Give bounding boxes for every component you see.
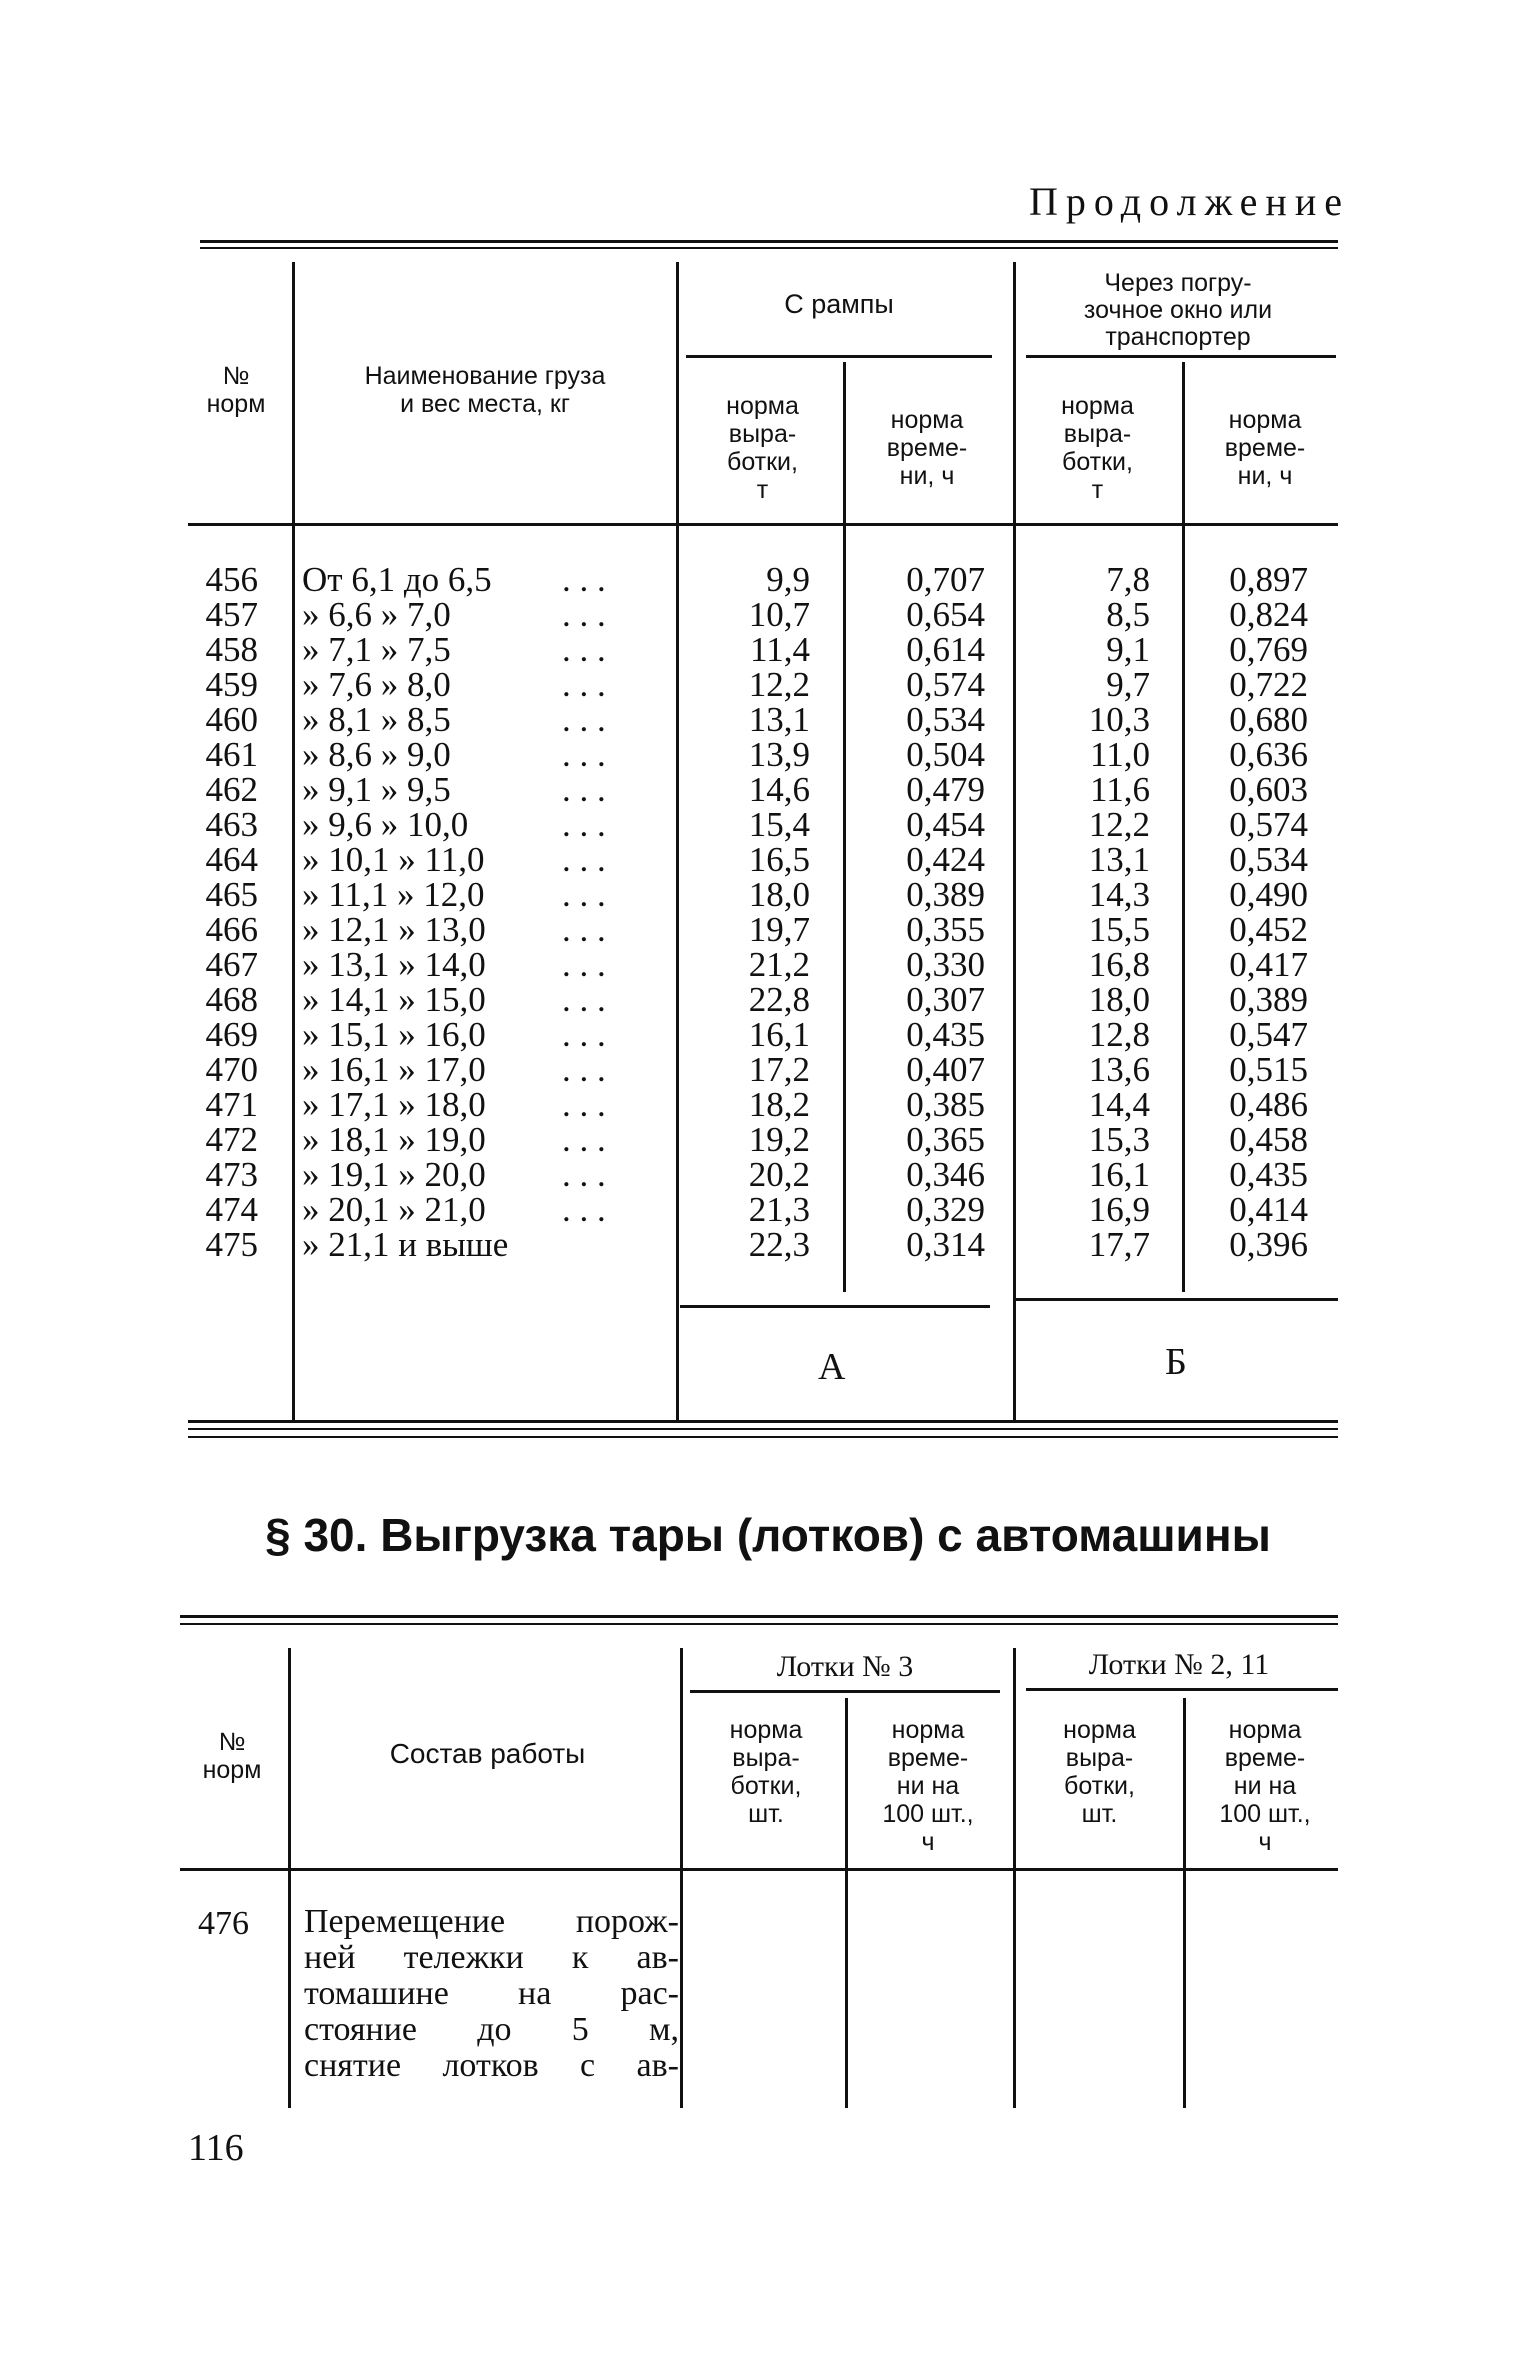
table-cell-a-time: 0,346 <box>906 1155 985 1194</box>
table-cell-b-time: 0,824 <box>1229 595 1308 634</box>
row-norm-number: 476 <box>198 1905 249 1942</box>
label-b: Б <box>1165 1341 1187 1383</box>
table-cell-a-time: 0,534 <box>906 700 985 739</box>
dot-leaders: . . . <box>562 630 606 669</box>
table-cell-no: 467 <box>205 945 258 984</box>
dot-leaders: . . . <box>562 1050 606 1089</box>
table-cell-name: » 9,6 » 10,0 . . . <box>302 805 606 844</box>
table-cell-name: » 16,1 » 17,0 . . . <box>302 1050 606 1089</box>
table-cell-a-output: 20,2 <box>748 1155 810 1194</box>
header-time-trays-3: норма време- ни на 100 шт., ч <box>882 1716 974 1856</box>
dot-leaders: . . . <box>562 805 606 844</box>
header-group-ramp: С рампы <box>784 289 894 319</box>
table-cell-name: » 8,6 » 9,0 . . . <box>302 735 606 774</box>
table-cell-no: 462 <box>205 770 258 809</box>
table-cell-a-time: 0,330 <box>906 945 985 984</box>
table-cell-a-time: 0,389 <box>906 875 985 914</box>
table-cell-no: 460 <box>205 700 258 739</box>
table-cell-a-output: 21,3 <box>748 1190 810 1229</box>
column-cargo-name <box>302 562 672 1262</box>
table-cell-name: » 6,6 » 7,0 . . . <box>302 595 606 634</box>
column-output-window <box>1030 562 1150 1262</box>
row-work-description <box>304 1904 679 2084</box>
table-cell-a-time: 0,614 <box>906 630 985 669</box>
header-time-ramp: норма време- ни, ч <box>886 406 968 490</box>
table-cell-no: 469 <box>205 1015 258 1054</box>
table2-divider <box>845 1698 848 2108</box>
table-cell-no: 459 <box>205 665 258 704</box>
table-cell-b-time: 0,490 <box>1229 875 1308 914</box>
header-norm-number: № норм <box>202 1728 262 1784</box>
dot-leaders: . . . <box>562 840 606 879</box>
table1-divider <box>1182 362 1185 1292</box>
table-cell-no: 468 <box>205 980 258 1019</box>
description-line: Перемещение порож- <box>304 1903 679 1940</box>
column-time-window <box>1190 562 1308 1262</box>
header-work-composition: Состав работы <box>389 1738 586 1769</box>
table-cell-a-output: 16,1 <box>748 1015 810 1054</box>
table-cell-name: » 10,1 » 11,0 . . . <box>302 840 606 879</box>
table-cell-a-output: 12,2 <box>748 665 810 704</box>
table-cell-name: » 11,1 » 12,0 . . . <box>302 875 606 914</box>
table-cell-b-output: 14,4 <box>1088 1085 1150 1124</box>
table-cell-b-output: 14,3 <box>1088 875 1150 914</box>
header-group-window: Через погру- зочное окно или транспортер <box>1083 269 1273 351</box>
dot-leaders: . . . <box>562 1155 606 1194</box>
table-cell-name: » 17,1 » 18,0 . . . <box>302 1085 606 1124</box>
table1-header-rule <box>188 523 1338 526</box>
dot-leaders: . . . <box>562 910 606 949</box>
table-cell-a-time: 0,355 <box>906 910 985 949</box>
table2-divider <box>1013 1648 1016 2108</box>
dot-leaders: . . . <box>562 945 606 984</box>
table-cell-name: От 6,1 до 6,5 . . . <box>302 560 606 599</box>
table-cell-no: 473 <box>205 1155 258 1194</box>
dot-leaders: . . . <box>562 770 606 809</box>
table-cell-name: » 9,1 » 9,5 . . . <box>302 770 606 809</box>
table-cell-b-output: 13,6 <box>1088 1050 1150 1089</box>
table-cell-no: 471 <box>205 1085 258 1124</box>
table-cell-b-time: 0,417 <box>1229 945 1308 984</box>
table1-group-rule <box>686 355 992 358</box>
table-cell-b-output: 17,7 <box>1088 1225 1150 1264</box>
table-cell-name: » 18,1 » 19,0 . . . <box>302 1120 606 1159</box>
table1-divider <box>1013 262 1016 1422</box>
table1-bottom-rule-3 <box>188 1436 1338 1438</box>
dot-leaders: . . . <box>562 735 606 774</box>
table-cell-a-output: 9,9 <box>766 560 810 599</box>
table-cell-b-output: 13,1 <box>1088 840 1150 879</box>
table-cell-a-time: 0,424 <box>906 840 985 879</box>
header-output-trays-2-11: норма выра- ботки, шт. <box>1063 1716 1136 1828</box>
table1-divider <box>676 262 679 1422</box>
dot-leaders: . . . <box>562 665 606 704</box>
table-cell-b-output: 16,1 <box>1088 1155 1150 1194</box>
description-line: ней тележки к ав- <box>304 1939 679 1976</box>
table-cell-a-time: 0,385 <box>906 1085 985 1124</box>
table-cell-no: 457 <box>205 595 258 634</box>
description-line: снятие лотков с ав- <box>304 2047 679 2084</box>
header-cargo-name: Наименование груза и вес места, кг <box>364 362 606 418</box>
header-time-trays-2-11: норма време- ни на 100 шт., ч <box>1219 1716 1311 1856</box>
table-cell-b-time: 0,389 <box>1229 980 1308 1019</box>
table-cell-b-time: 0,574 <box>1229 805 1308 844</box>
table1-divider <box>292 262 295 1422</box>
table-cell-a-output: 21,2 <box>748 945 810 984</box>
table-cell-b-time: 0,452 <box>1229 910 1308 949</box>
column-time-ramp <box>850 562 985 1262</box>
table-cell-name: » 15,1 » 16,0 . . . <box>302 1015 606 1054</box>
table-cell-name: » 12,1 » 13,0 . . . <box>302 910 606 949</box>
page-number: 116 <box>188 2127 244 2169</box>
table2-group-rule <box>690 1690 1000 1693</box>
table-cell-b-output: 15,5 <box>1088 910 1150 949</box>
dot-leaders: . . . <box>562 595 606 634</box>
label-a: А <box>818 1346 846 1388</box>
table-cell-name: » 21,1 и выше <box>302 1225 509 1264</box>
continuation-label: Продолжение <box>1029 179 1350 224</box>
table-cell-a-time: 0,479 <box>906 770 985 809</box>
table2-divider <box>1183 1698 1186 2108</box>
table-cell-b-time: 0,636 <box>1229 735 1308 774</box>
table-cell-a-output: 22,8 <box>748 980 810 1019</box>
table-cell-name: » 13,1 » 14,0 . . . <box>302 945 606 984</box>
table-cell-no: 464 <box>205 840 258 879</box>
table-cell-a-output: 22,3 <box>748 1225 810 1264</box>
table-cell-a-output: 18,2 <box>748 1085 810 1124</box>
table-cell-no: 466 <box>205 910 258 949</box>
dot-leaders: . . . <box>562 875 606 914</box>
dot-leaders: . . . <box>562 980 606 1019</box>
table-cell-b-output: 11,6 <box>1090 770 1150 809</box>
table-cell-b-output: 10,3 <box>1088 700 1150 739</box>
table-cell-b-output: 16,8 <box>1088 945 1150 984</box>
table-cell-b-time: 0,680 <box>1229 700 1308 739</box>
table-cell-no: 472 <box>205 1120 258 1159</box>
table-cell-a-time: 0,365 <box>906 1120 985 1159</box>
table-cell-b-output: 16,9 <box>1088 1190 1150 1229</box>
table-cell-name: » 19,1 » 20,0 . . . <box>302 1155 606 1194</box>
table1-top-rule-2 <box>200 247 1338 249</box>
table-cell-b-output: 12,2 <box>1088 805 1150 844</box>
description-line: томашине на рас- <box>304 1975 679 2012</box>
table-cell-b-time: 0,722 <box>1229 665 1308 704</box>
table2-divider <box>680 1648 683 2108</box>
table-cell-a-output: 19,2 <box>748 1120 810 1159</box>
table-cell-a-time: 0,435 <box>906 1015 985 1054</box>
table-cell-a-time: 0,654 <box>906 595 985 634</box>
table-cell-no: 475 <box>205 1225 258 1264</box>
header-output-trays-3: норма выра- ботки, шт. <box>729 1716 803 1828</box>
table-cell-b-time: 0,897 <box>1229 560 1308 599</box>
dot-leaders: . . . <box>562 1085 606 1124</box>
table-cell-no: 463 <box>205 805 258 844</box>
table-cell-a-output: 14,6 <box>748 770 810 809</box>
table1-letter-rule <box>680 1305 990 1308</box>
table-cell-name: » 7,1 » 7,5 . . . <box>302 630 606 669</box>
table-cell-b-time: 0,414 <box>1229 1190 1308 1229</box>
table-cell-b-time: 0,396 <box>1229 1225 1308 1264</box>
table-cell-b-output: 7,8 <box>1106 560 1150 599</box>
table-cell-b-time: 0,458 <box>1229 1120 1308 1159</box>
section-title: § 30. Выгрузка тары (лотков) с автомашины <box>265 1509 1271 1561</box>
table-cell-name: » 14,1 » 15,0 . . . <box>302 980 606 1019</box>
table-cell-a-time: 0,707 <box>906 560 985 599</box>
header-output-ramp: норма выра- ботки, т <box>726 392 799 504</box>
table-cell-a-output: 10,7 <box>748 595 810 634</box>
table-cell-a-output: 16,5 <box>748 840 810 879</box>
table-cell-no: 456 <box>205 560 258 599</box>
table-cell-b-time: 0,486 <box>1229 1085 1308 1124</box>
description-line: стояние до 5 м, <box>304 2011 679 2048</box>
header-group-trays-2-11: Лотки № 2, 11 <box>1088 1648 1270 1681</box>
table1-letter-rule <box>1016 1298 1338 1301</box>
table-cell-no: 461 <box>205 735 258 774</box>
table-cell-name: » 20,1 » 21,0 . . . <box>302 1190 606 1229</box>
table-cell-b-output: 8,5 <box>1106 595 1150 634</box>
header-time-window: норма време- ни, ч <box>1224 406 1306 490</box>
table-cell-a-output: 13,9 <box>748 735 810 774</box>
table-cell-no: 465 <box>205 875 258 914</box>
table2-top-rule <box>180 1615 1338 1618</box>
table-cell-a-time: 0,307 <box>906 980 985 1019</box>
table-cell-b-time: 0,603 <box>1229 770 1308 809</box>
table-cell-name: » 8,1 » 8,5 . . . <box>302 700 606 739</box>
table-cell-a-output: 19,7 <box>748 910 810 949</box>
table-cell-a-time: 0,329 <box>906 1190 985 1229</box>
table1-bottom-rule-2 <box>188 1428 1338 1430</box>
table-cell-b-output: 9,1 <box>1106 630 1150 669</box>
header-norm-number: № норм <box>206 362 266 418</box>
table1-group-rule <box>1026 355 1336 358</box>
table-cell-a-output: 11,4 <box>750 630 810 669</box>
table-cell-b-output: 18,0 <box>1088 980 1150 1019</box>
table2-top-rule-2 <box>180 1623 1338 1625</box>
table-cell-a-output: 15,4 <box>748 805 810 844</box>
dot-leaders: . . . <box>562 1190 606 1229</box>
table-cell-b-time: 0,534 <box>1229 840 1308 879</box>
column-norm-number <box>178 562 258 1262</box>
table2-group-rule <box>1026 1688 1338 1691</box>
table1-divider <box>843 362 846 1292</box>
table-cell-b-output: 12,8 <box>1088 1015 1150 1054</box>
table1-top-rule <box>200 240 1338 243</box>
table2-divider <box>288 1648 291 2108</box>
table-cell-name: » 7,6 » 8,0 . . . <box>302 665 606 704</box>
dot-leaders: . . . <box>562 560 606 599</box>
table-cell-a-time: 0,504 <box>906 735 985 774</box>
table-cell-b-output: 9,7 <box>1106 665 1150 704</box>
table-cell-b-output: 15,3 <box>1088 1120 1150 1159</box>
table-cell-a-time: 0,407 <box>906 1050 985 1089</box>
header-group-trays-3: Лотки № 3 <box>776 1650 914 1683</box>
dot-leaders: . . . <box>562 700 606 739</box>
table2-header-rule <box>180 1868 1338 1871</box>
table-cell-b-time: 0,515 <box>1229 1050 1308 1089</box>
header-output-window: норма выра- ботки, т <box>1061 392 1134 504</box>
table-cell-no: 470 <box>205 1050 258 1089</box>
table-cell-a-output: 18,0 <box>748 875 810 914</box>
table-cell-a-output: 17,2 <box>748 1050 810 1089</box>
table-cell-b-time: 0,547 <box>1229 1015 1308 1054</box>
dot-leaders: . . . <box>562 1120 606 1159</box>
table-cell-no: 458 <box>205 630 258 669</box>
table-cell-no: 474 <box>205 1190 258 1229</box>
table-cell-b-time: 0,769 <box>1229 630 1308 669</box>
column-output-ramp <box>690 562 810 1262</box>
table-cell-a-output: 13,1 <box>748 700 810 739</box>
table-cell-b-output: 11,0 <box>1090 735 1150 774</box>
dot-leaders: . . . <box>562 1015 606 1054</box>
table1-bottom-rule <box>188 1420 1338 1423</box>
table-cell-a-time: 0,574 <box>906 665 985 704</box>
table-cell-a-time: 0,454 <box>906 805 985 844</box>
table-cell-a-time: 0,314 <box>906 1225 985 1264</box>
table-cell-b-time: 0,435 <box>1229 1155 1308 1194</box>
